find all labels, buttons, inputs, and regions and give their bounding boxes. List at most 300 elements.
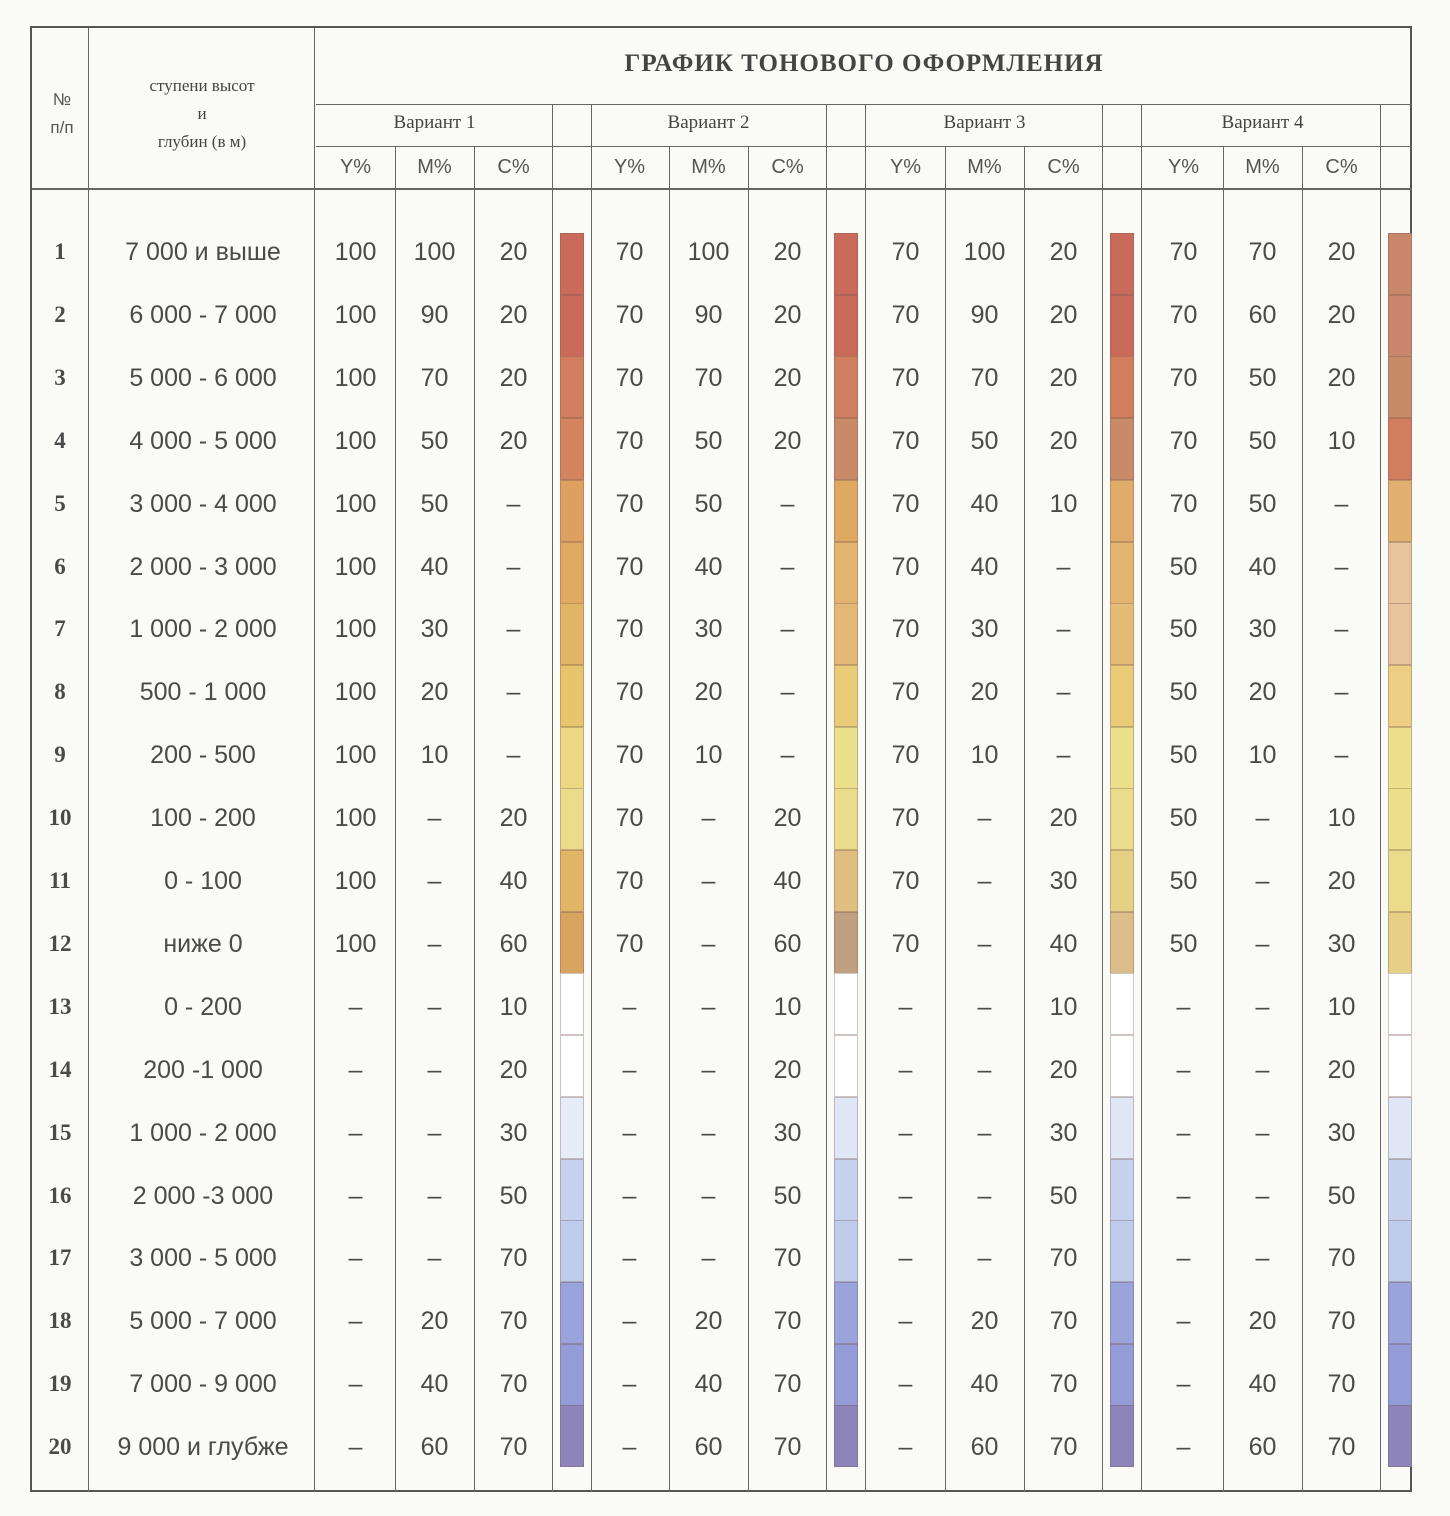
row-range: 100 - 200: [150, 804, 256, 833]
value-cell: 70: [615, 552, 644, 581]
color-swatch: [1388, 356, 1412, 418]
value-cell: 100: [334, 300, 377, 329]
value-cell: –: [506, 741, 521, 770]
color-swatch: [1110, 850, 1134, 912]
value-cell: 70: [891, 552, 920, 581]
value-cell: –: [1176, 1433, 1191, 1462]
color-swatch: [1110, 480, 1134, 542]
value-cell: –: [977, 929, 992, 958]
value-cell: 70: [891, 741, 920, 770]
value-cell: 30: [970, 615, 999, 644]
value-cell: –: [427, 1181, 442, 1210]
value-cell: 10: [1049, 489, 1078, 518]
value-cell: –: [427, 1118, 442, 1147]
color-swatch: [1110, 233, 1134, 295]
row-number: 1: [54, 239, 66, 264]
color-swatch: [1110, 1405, 1134, 1467]
tone-chart-table: [30, 26, 1412, 1492]
value-cell: 70: [615, 867, 644, 895]
value-cell: 70: [891, 678, 920, 707]
value-cell: 70: [615, 426, 644, 455]
value-cell: –: [701, 992, 716, 1021]
color-swatch: [1388, 1405, 1412, 1467]
color-swatch: [834, 788, 858, 850]
value-cell: –: [898, 1307, 913, 1336]
color-swatch: [1110, 356, 1134, 418]
value-cell: –: [427, 804, 442, 833]
color-swatch: [560, 418, 584, 480]
value-cell: –: [898, 1118, 913, 1147]
value-cell: 100: [334, 804, 377, 833]
color-swatch: [834, 973, 858, 1035]
color-swatch: [560, 665, 584, 727]
value-cell: 40: [694, 552, 723, 581]
row-range: 3 000 - 5 000: [129, 1244, 277, 1273]
color-swatch: [1388, 1159, 1412, 1221]
value-cell: 50: [1169, 678, 1198, 707]
value-cell: 40: [694, 1370, 723, 1399]
value-cell: –: [701, 1055, 716, 1084]
row-range: 200 -1 000: [143, 1055, 263, 1084]
value-cell: –: [898, 1244, 913, 1273]
value-cell: 70: [1169, 300, 1198, 329]
color-swatch: [834, 418, 858, 480]
row-range: 500 - 1 000: [139, 678, 267, 707]
value-cell: 10: [499, 992, 528, 1021]
row-number: 19: [48, 1371, 72, 1397]
value-cell: –: [622, 992, 637, 1021]
variant-1-col-y: Y%: [339, 156, 372, 178]
value-cell: 50: [1169, 741, 1198, 770]
color-swatch: [1110, 603, 1134, 665]
color-swatch: [1110, 973, 1134, 1035]
value-cell: 70: [1248, 238, 1277, 266]
row-range: 5 000 - 6 000: [129, 363, 277, 392]
value-cell: –: [506, 489, 521, 518]
value-cell: –: [977, 804, 992, 833]
color-swatch: [560, 1282, 584, 1344]
color-swatch: [560, 603, 584, 665]
value-cell: 30: [773, 1118, 802, 1147]
variant-2-col-m: M%: [691, 156, 726, 178]
color-swatch: [1110, 1035, 1134, 1097]
value-cell: –: [622, 1433, 637, 1462]
value-cell: 60: [1248, 1433, 1277, 1462]
row-range: 2 000 - 3 000: [129, 552, 277, 581]
value-cell: 100: [334, 929, 377, 958]
value-cell: 30: [499, 1118, 528, 1147]
value-cell: 70: [499, 1244, 528, 1273]
value-cell: 30: [694, 615, 723, 644]
value-cell: 50: [1248, 426, 1277, 455]
value-cell: 20: [499, 238, 528, 266]
value-cell: 100: [334, 489, 377, 518]
value-cell: –: [898, 1181, 913, 1210]
variant-3-col-c: C%: [1047, 156, 1080, 178]
color-swatch: [1388, 480, 1412, 542]
value-cell: 20: [773, 300, 802, 329]
variant-2-col-c: C%: [771, 156, 804, 178]
color-swatch: [560, 1159, 584, 1221]
value-cell: –: [348, 1307, 363, 1336]
row-number: 10: [48, 805, 72, 831]
value-cell: 40: [970, 552, 999, 581]
color-swatch: [560, 1035, 584, 1097]
variant-2-col-y: Y%: [613, 156, 646, 178]
value-cell: –: [780, 741, 795, 770]
value-cell: –: [1176, 1370, 1191, 1399]
steps-header-line-3: глубин (в м): [157, 132, 247, 151]
value-cell: –: [1255, 992, 1270, 1021]
value-cell: –: [1176, 1244, 1191, 1273]
value-cell: 30: [1248, 615, 1277, 644]
color-swatch: [560, 1405, 584, 1467]
color-swatch: [560, 356, 584, 418]
header-divider-bottom: [32, 188, 1412, 190]
value-cell: 70: [499, 1370, 528, 1399]
row-number: 18: [48, 1308, 72, 1334]
row-number: 12: [48, 930, 72, 956]
color-swatch: [560, 912, 584, 974]
value-cell: –: [898, 1433, 913, 1462]
value-cell: –: [348, 1118, 363, 1147]
value-cell: 10: [970, 741, 999, 770]
header-divider-variant: [316, 146, 1412, 147]
value-cell: 70: [694, 363, 723, 392]
value-cell: 100: [413, 238, 456, 266]
color-swatch: [834, 727, 858, 789]
value-cell: 20: [773, 363, 802, 392]
row-number: 15: [48, 1119, 72, 1145]
value-cell: 20: [420, 1307, 449, 1336]
color-swatch: [560, 1097, 584, 1159]
value-cell: –: [622, 1244, 637, 1273]
value-cell: –: [1176, 992, 1191, 1021]
row-number: 16: [48, 1182, 72, 1208]
value-cell: 60: [694, 1433, 723, 1462]
value-cell: –: [506, 615, 521, 644]
value-cell: 70: [615, 238, 644, 266]
value-cell: 10: [1327, 426, 1356, 455]
row-range: 7 000 - 9 000: [129, 1370, 277, 1399]
value-cell: –: [1334, 552, 1349, 581]
value-cell: 20: [1049, 1055, 1078, 1084]
value-cell: 60: [499, 929, 528, 958]
row-range: 0 - 100: [164, 867, 242, 895]
value-cell: 100: [963, 238, 1006, 266]
color-swatch: [1110, 1282, 1134, 1344]
value-cell: 60: [1248, 300, 1277, 329]
row-range: 1 000 - 2 000: [129, 615, 277, 644]
color-swatch: [834, 356, 858, 418]
value-cell: –: [427, 867, 442, 895]
steps-header-line-1: ступени высот: [149, 76, 255, 95]
color-swatch: [834, 665, 858, 727]
row-range: 2 000 -3 000: [132, 1181, 274, 1210]
variant-3-col-y: Y%: [889, 156, 922, 178]
value-cell: –: [1176, 1181, 1191, 1210]
row-number: 8: [54, 679, 66, 705]
value-cell: –: [348, 992, 363, 1021]
value-cell: –: [427, 992, 442, 1021]
value-cell: 70: [615, 929, 644, 958]
value-cell: –: [780, 678, 795, 707]
value-cell: –: [977, 867, 992, 895]
value-cell: 30: [420, 615, 449, 644]
value-cell: 100: [334, 552, 377, 581]
value-cell: 70: [1049, 1370, 1078, 1399]
value-cell: 20: [420, 678, 449, 707]
value-cell: –: [348, 1055, 363, 1084]
value-cell: –: [427, 1055, 442, 1084]
row-number: 6: [54, 553, 66, 579]
value-cell: 50: [1169, 929, 1198, 958]
variant-4-header: Вариант 4: [1221, 112, 1304, 133]
value-cell: –: [348, 1433, 363, 1462]
value-cell: 70: [1169, 426, 1198, 455]
value-cell: 50: [420, 489, 449, 518]
value-cell: 50: [694, 426, 723, 455]
value-cell: 30: [1049, 1118, 1078, 1147]
value-cell: 10: [1248, 741, 1277, 770]
color-swatch: [1388, 973, 1412, 1035]
value-cell: –: [977, 1244, 992, 1273]
color-swatch: [834, 1220, 858, 1282]
value-cell: 70: [1327, 1244, 1356, 1273]
color-swatch: [834, 1097, 858, 1159]
value-cell: 20: [1327, 1055, 1356, 1084]
value-cell: 50: [1169, 804, 1198, 833]
value-cell: –: [1334, 741, 1349, 770]
color-swatch: [834, 850, 858, 912]
value-cell: –: [701, 929, 716, 958]
steps-header: [90, 72, 314, 156]
color-swatch: [834, 542, 858, 604]
value-cell: 70: [970, 363, 999, 392]
color-swatch: [1110, 1159, 1134, 1221]
row-range: ниже 0: [163, 929, 243, 958]
color-swatch: [560, 295, 584, 357]
value-cell: 70: [1169, 489, 1198, 518]
color-swatch: [1388, 727, 1412, 789]
value-cell: 50: [1248, 489, 1277, 518]
value-cell: 70: [420, 363, 449, 392]
row-range: 7 000 и выше: [125, 238, 281, 266]
value-cell: 90: [694, 300, 723, 329]
row-number: 17: [48, 1245, 72, 1271]
value-cell: 70: [1327, 1307, 1356, 1336]
variant-3-header: Вариант 3: [943, 112, 1026, 133]
value-cell: 70: [1169, 363, 1198, 392]
value-cell: –: [622, 1307, 637, 1336]
color-swatch: [1388, 233, 1412, 295]
variant-2-header: Вариант 2: [667, 112, 750, 133]
value-cell: –: [1255, 929, 1270, 958]
value-cell: –: [1255, 867, 1270, 895]
color-swatch: [560, 1344, 584, 1406]
vline-number: [88, 28, 89, 1492]
color-swatch: [1388, 418, 1412, 480]
value-cell: 20: [1049, 804, 1078, 833]
value-cell: 20: [1327, 363, 1356, 392]
value-cell: 20: [694, 1307, 723, 1336]
value-cell: 90: [970, 300, 999, 329]
color-swatch: [1110, 912, 1134, 974]
value-cell: 70: [773, 1433, 802, 1462]
value-cell: –: [1255, 804, 1270, 833]
color-swatch: [1388, 788, 1412, 850]
value-cell: 40: [1049, 929, 1078, 958]
color-swatch: [1388, 1035, 1412, 1097]
value-cell: –: [1334, 615, 1349, 644]
value-cell: 50: [420, 426, 449, 455]
value-cell: 70: [615, 300, 644, 329]
value-cell: –: [427, 1244, 442, 1273]
value-cell: 30: [1049, 867, 1078, 895]
value-cell: –: [898, 1055, 913, 1084]
color-swatch: [834, 1344, 858, 1406]
row-number: 9: [54, 742, 66, 768]
color-swatch: [1388, 295, 1412, 357]
value-cell: 30: [1327, 929, 1356, 958]
color-swatch: [560, 727, 584, 789]
row-number: 20: [48, 1434, 72, 1460]
color-swatch: [1110, 727, 1134, 789]
value-cell: 50: [694, 489, 723, 518]
value-cell: 70: [615, 615, 644, 644]
value-cell: 70: [615, 363, 644, 392]
color-swatch: [560, 233, 584, 295]
value-cell: 10: [694, 741, 723, 770]
value-cell: –: [977, 1181, 992, 1210]
value-cell: –: [506, 678, 521, 707]
value-cell: –: [1176, 1118, 1191, 1147]
value-cell: 20: [694, 678, 723, 707]
row-range: 4 000 - 5 000: [129, 426, 277, 455]
value-cell: 20: [773, 238, 802, 266]
value-cell: 20: [1327, 300, 1356, 329]
value-cell: –: [977, 992, 992, 1021]
color-swatch: [1110, 1097, 1134, 1159]
value-cell: 10: [1327, 992, 1356, 1021]
value-cell: –: [1176, 1307, 1191, 1336]
row-number: 3: [54, 364, 66, 390]
value-cell: 70: [891, 804, 920, 833]
value-cell: 20: [773, 1055, 802, 1084]
value-cell: 50: [773, 1181, 802, 1210]
color-swatch: [560, 850, 584, 912]
value-cell: 100: [334, 867, 377, 895]
value-cell: 40: [499, 867, 528, 895]
color-swatch: [1110, 418, 1134, 480]
value-cell: 10: [1327, 804, 1356, 833]
value-cell: 70: [773, 1307, 802, 1336]
row-range: 9 000 и глубже: [117, 1433, 289, 1462]
value-cell: 10: [1049, 992, 1078, 1021]
vline-steps: [314, 28, 315, 1492]
color-swatch: [1388, 850, 1412, 912]
value-cell: 70: [1169, 238, 1198, 266]
value-cell: 60: [773, 929, 802, 958]
value-cell: 30: [1327, 1118, 1356, 1147]
value-cell: 70: [1049, 1433, 1078, 1462]
value-cell: 100: [334, 615, 377, 644]
color-swatch: [834, 1159, 858, 1221]
value-cell: 50: [1169, 615, 1198, 644]
value-cell: 70: [1049, 1244, 1078, 1273]
row-number: 14: [48, 1056, 72, 1082]
color-swatch: [1110, 295, 1134, 357]
value-cell: 20: [773, 426, 802, 455]
row-number: 2: [54, 301, 66, 327]
value-cell: –: [977, 1055, 992, 1084]
variant-4-col-m: M%: [1245, 156, 1280, 178]
color-swatch: [560, 480, 584, 542]
row-number: 7: [54, 616, 66, 642]
variant-4-col-y: Y%: [1167, 156, 1200, 178]
value-cell: –: [427, 929, 442, 958]
value-cell: –: [701, 1244, 716, 1273]
value-cell: 20: [773, 804, 802, 833]
value-cell: 70: [615, 804, 644, 833]
value-cell: 10: [773, 992, 802, 1021]
variant-1-header: Вариант 1: [393, 112, 476, 133]
color-swatch: [1388, 665, 1412, 727]
color-swatch: [1388, 912, 1412, 974]
value-cell: 100: [687, 238, 730, 266]
value-cell: 70: [891, 363, 920, 392]
variant-3-col-m: M%: [967, 156, 1002, 178]
row-range: 5 000 - 7 000: [129, 1307, 277, 1336]
row-range: 200 - 500: [150, 741, 256, 770]
row-range: 0 - 200: [164, 992, 242, 1021]
color-swatch: [834, 1282, 858, 1344]
row-range: 3 000 - 4 000: [129, 489, 277, 518]
value-cell: 60: [420, 1433, 449, 1462]
value-cell: 50: [499, 1181, 528, 1210]
variant-1-col-m: M%: [417, 156, 452, 178]
value-cell: 20: [499, 804, 528, 833]
variant-1-col-c: C%: [497, 156, 530, 178]
value-cell: –: [1255, 1244, 1270, 1273]
value-cell: –: [977, 1118, 992, 1147]
color-swatch: [1388, 1344, 1412, 1406]
value-cell: –: [1255, 1055, 1270, 1084]
value-cell: –: [1176, 1055, 1191, 1084]
value-cell: 40: [1248, 552, 1277, 581]
value-cell: –: [701, 867, 716, 895]
row-number: 11: [49, 868, 71, 893]
value-cell: 50: [1049, 1181, 1078, 1210]
value-cell: 20: [970, 1307, 999, 1336]
value-cell: 50: [1327, 1181, 1356, 1210]
color-swatch: [1110, 1344, 1134, 1406]
color-swatch: [834, 480, 858, 542]
table-title: ГРАФИК ТОНОВОГО ОФОРМЛЕНИЯ: [624, 50, 1104, 77]
value-cell: –: [898, 992, 913, 1021]
value-cell: 100: [334, 741, 377, 770]
number-header-line-2: п/п: [50, 118, 74, 137]
value-cell: 40: [773, 867, 802, 895]
value-cell: 20: [499, 300, 528, 329]
color-swatch: [1110, 665, 1134, 727]
value-cell: 70: [891, 867, 920, 895]
row-number: 4: [54, 427, 66, 453]
value-cell: 70: [891, 238, 920, 266]
value-cell: 50: [1169, 552, 1198, 581]
color-swatch: [560, 542, 584, 604]
color-swatch: [1388, 1282, 1412, 1344]
